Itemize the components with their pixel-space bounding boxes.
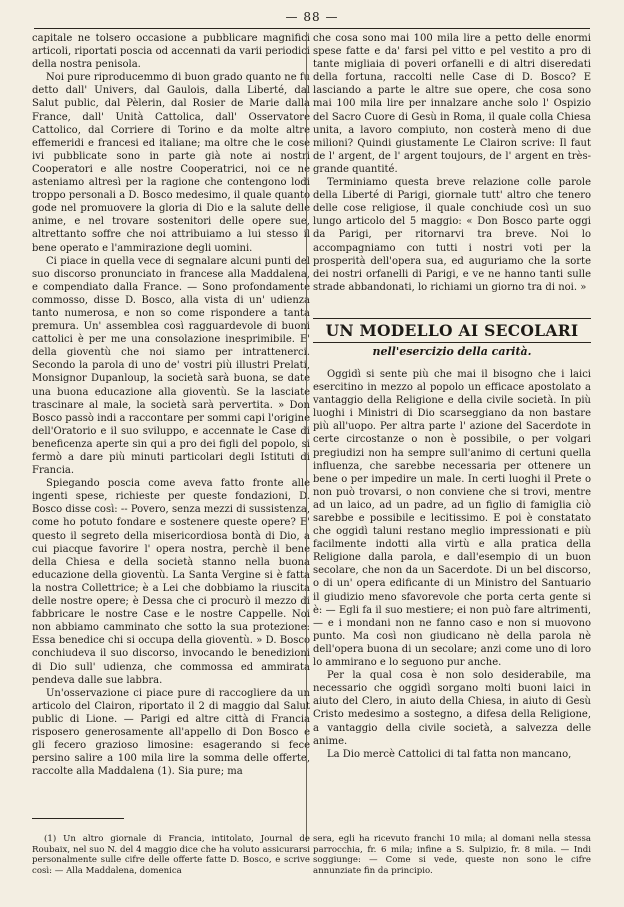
paragraph: che cosa sono mai 100 mila lire a petto delle enormi spese fatte e da' farsi pel vitto e pel vestito a pro di tante migliaia di poveri orfanelli e di altri diseredati della fortuna, raccolti nelle Case di D. Bosco? E lasciando a parte le altre sue opere, che cosa sono mai 100 mila lire per innalzare anche solo l' Ospizio del Sacro Cuore di Gesù in Roma, il quale colla Chiesa unita, a lavoro compiuto, non costerà meno di due milioni? Quindi giustamente Le Clairon scrive: Il faut de l' argent, de l' argent toujours, de l' argent en très-grande quantité. [313,33,591,175]
right-column [313,32,591,761]
footnote-left [32,834,310,876]
paragraph: Spiegando poscia come aveva fatto fronte alle ingenti spese, richieste per queste fondazioni, D. Bosco disse così: -- Povero, senza mezzi di sussistenza, come ho potuto fondare e sostenere queste opere? E' questo il segreto della misericordiosa bontà di Dio, a cui piacque favorire l' opera nostra, perchè il bene della Chiesa e della società stanno nella buona educazione della gioventù. La Santa Vergine si è fatta la nostra Collettrice; è a Lei che dobbiamo la riuscita delle nostre opere; è Dessa che ci procurò il mezzo di fabbricare le nostre Case e le nostre Cappelle. Noi non abbiamo camminato che sotto la sua protezione: Essa benedice chi si occupa della gioventù. » D. Bosco conchiudeva il suo discorso, invocando le benedizioni di Dio sull' udienza, che commossa ed ammirata pendeva dalle sue labbra. [32,478,310,686]
paragraph: Terminiamo questa breve relazione colle parole della Liberté di Parigi, giornale tutt' altro che tenero delle cose religiose, il quale conchiude così un suo lungo articolo del 5 maggio: « Don Bosco parte oggi da Parigi, per ritornarvi tra breve. Noi lo accompagniamo con tutti i nostri voti per la prosperità dell'opera sua, ed auguriamo che la sorte dei nostri orfanelli di Parigi, e ve ne hanno tanti sulle strade abbandonati, lo richiami un giorno tra di noi. » [313,177,591,293]
footnote: (1) Un altro giornale di Francia, intitolato, Journal de Roubaix, nel suo N. del 4 maggio dice che ha voluto assicurarsi personalmente sulle cifre delle offerte fatte D. Bosco, e scrive così: — Alla Maddalena, domenica [32,834,310,876]
section-title: UN MODELLO AI SECOLARI [313,318,591,343]
page-number: — 88 — [285,10,339,24]
footnote: sera, egli ha ricevuto franchi 10 mila; al domani nella stessa parrocchia, fr. 6 mila; infine a S. Sulpizio, fr. 8 mila. — Indi soggiunge: — Come si vede, queste non sono le cifre annunziate fin da principio. [313,834,591,876]
footnote-rule [32,818,124,819]
left-column [32,32,310,778]
paragraph: Un'osservazione ci piace pure di raccogliere da un articolo del Clairon, riportato il 2 di maggio dal Salut public di Lione. — Parigi ed altre città di Francia risposero generosamente all'appello di Don Bosco e gli fecero grazioso limosine: esagerando si fece persino salire a 100 mila lire la somma delle offerte, raccolte alla Maddalena (1). Sia pure; ma [32,687,310,778]
paragraph: Oggidì si sente più che mai il bisogno che i laici esercitino in mezzo al popolo un efficace apostolato a vantaggio della Religione e della civile società. In più luoghi i Ministri di Dio scarseggiano da non bastare più all'uopo. Per altra parte l' azione del Sacerdote in certe circostanze o non è possibile, o per volgari pregiudizi non ha sempre sull'animo di certuni quella influenza, che sarebbe necessaria per ottenere un bene o per impedire un male. In certi luoghi il Prete o non può trovarsi, o non conviene che si trovi, mentre ad un laico, ad un padre, ad un figlio di famiglia ciò sarebbe e possibile e lecitissimo. E poi è constatato che oggidì taluni restano meglio impressionati e più facilmente indotti alla virtù e alla pratica della Religione dalla parola, e dall'esempio di un buon secolare, che non da un Sacerdote. Di un bel discorso, o di un' opera edificante di un Ministro del Santuario il giudizio meno sfavorevole che porta certa gente si è: — Egli fa il suo mestiere; ei non può fare altrimenti, — e i mondani non ne fanno caso e non si muovono punto. Ma così non giudicano nè della parola nè dell'opera buona di un secolare; anzi come uno di loro lo ammirano e lo seguono pur anche. [313,368,591,669]
paragraph: capitale ne tolsero occasione a pubblicare magnifici articoli, riportati poscia od accennati da varii periodici della nostra penisola. [32,33,310,71]
header-rule [34,28,590,29]
section-subtitle: nell'esercizio della carità. [372,344,532,358]
footnote-right [313,834,591,876]
paragraph: Noi pure riproducemmo di buon grado quanto ne fu detto dall' Univers, dal Gaulois, dalla Liberté, dal Salut public, dal Pèlerin, dal Rosier de Marie dalla France, dall' Unità Cattolica, dall' Osservatore Cattolico, dal Corriere di Torino e da molte altre effemeridi e francesi ed italiane; ma oltre che le cose ivi pubblicate sono in parte già note ai nostri Cooperatori e alle nostre Cooperatrici, noi ce ne asteniamo altresì per la ragione che contengono lodi troppo personali a D. Bosco medesimo, il quale quanto gode nel promuovere la gloria di Dio e la salute delle anime, e nel trovare sostenitori delle opere sue, altrettanto soffre che noi attribuiamo a lui stesso il bene operato e l'ammirazione degli uomini. [32,72,310,254]
paragraph: Ci piace in quella vece di segnalare alcuni punti del suo discorso pronunciato in francese alla Maddalena, e compendiato dalla France. — Sono profondamente commosso, disse D. Bosco, alla vista di un' udienza tanto numerosa, e non so come rispondere a tanta premura. Un' assemblea così ragguardevole di buoni cattolici è per me una consolazione inesprimibile. E' della gioventù che noi siamo per intrattenerci. Secondo la parola di uno de' vostri più illustri Prelati, Monsignor Dupanloup, la società sarà buona, se date una buona educazione alla gioventù. Se la lasciate trascinare al male, la società sarà pervertita. » Don Bosco passò indi a raccontare per sommi capi l'origine dell'Oratorio e il suo sviluppo, e accennate le Case di beneficenza aperte sin qui a pro dei figli del popolo, si fermò a dare più minuti particolari degli Istituti di Francia. [32,255,310,477]
paragraph: La Dio mercè Cattolici di tal fatta non mancano, [327,748,572,760]
column-divider [306,32,307,842]
paragraph: Per la qual cosa è non solo desiderabile, ma necessario che oggidì sorgano molti buoni laici in aiuto del Clero, in aiuto della Chiesa, in aiuto di Gesù Cristo medesimo a sostegno, a difesa della Religione, a vantaggio della civile società, a salvezza delle anime. [313,670,591,747]
